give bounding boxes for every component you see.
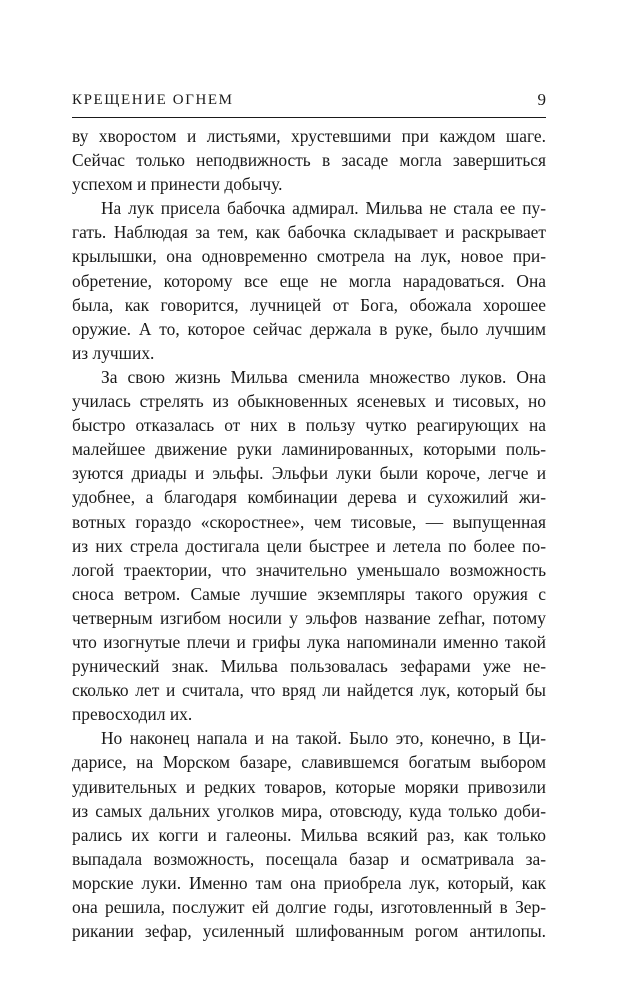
text-line: ву хворостом и листьями, хрустевшими при каждом шаге.	[72, 126, 546, 146]
text-line: вотных гораздо «скоростнее», чем тисовые, — выпущенная	[72, 511, 546, 532]
text-line: рикании зефар, усиленный шлифованным рогом антилопы.	[72, 921, 546, 942]
text-line: из них стрела достигала цели быстрее и летела по более по-	[72, 535, 546, 556]
text-line: успехом и принести добычу.	[72, 174, 283, 195]
text-line: обретение, которому все еще не могла нарадоваться. Она	[72, 270, 546, 291]
text-line: выпадала возможность, посещала базар и осматривала за-	[72, 848, 546, 869]
text-line: быстро отказалась от них в пользу чутко реагирующих на	[72, 415, 546, 436]
text-line: сноса ветром. Самые лучшие экземпляры такого оружия с	[72, 583, 546, 604]
text-line: рунический знак. Мильва пользовалась зефарами уже не-	[72, 656, 546, 677]
text-line: из самых дальних уголков мира, отовсюду, куда только доби-	[72, 800, 546, 821]
text-line: она решила, послужит ей долгие годы, изготовленный в Зер-	[72, 897, 546, 917]
text-line: из лучших.	[72, 342, 155, 363]
page-number: 9	[537, 90, 546, 109]
running-header	[72, 92, 546, 116]
text-line: рались их когги и галеоны. Мильва всякий раз, как только	[72, 824, 546, 845]
text-line: дарисе, на Морском базаре, славившемся богатым выбором	[72, 752, 546, 773]
text-line: зуются дриады и эльфы. Эльфьи луки были короче, легче и	[72, 463, 546, 484]
text-line: превосходил их.	[72, 704, 193, 725]
text-line: четверным изгибом носили у эльфов название zefhar, потому	[72, 607, 546, 628]
header-rule	[72, 117, 546, 118]
text-line: училась стрелять из обыкновенных ясеневых и тисовых, но	[72, 391, 546, 412]
text-line: малейшее движение руки ламинированных, которыми поль-	[72, 439, 546, 460]
text-line: была, как говорится, лучницей от Бога, обожала хорошее	[72, 294, 546, 315]
running-title: КРЕЩЕНИЕ ОГНЕМ	[72, 92, 234, 108]
text-line: сколько лет и считала, что вряд ли найдется лук, который бы	[72, 680, 546, 701]
text-line: удобнее, а благодаря комбинации дерева и сухожилий жи-	[72, 487, 546, 508]
text-line: Но наконец напала и на такой. Было это, конечно, в Ци-	[101, 728, 546, 749]
text-line: Сейчас только неподвижность в засаде могла завершиться	[72, 150, 546, 171]
body-text	[72, 124, 546, 943]
text-line: морские луки. Именно там она приобрела лук, который, как	[72, 872, 546, 893]
text-line: что изогнутые плечи и грифы лука напоминали именно такой	[72, 631, 546, 652]
text-line: крылышки, она одновременно смотрела на лук, новое при-	[72, 246, 546, 267]
text-line: логой траектории, что значительно уменьшало возможность	[72, 559, 546, 580]
text-line: оружие. А то, которое сейчас держала в руке, было лучшим	[72, 318, 546, 339]
text-line: На лук присела бабочка адмирал. Мильва не стала ее пу-	[101, 198, 546, 219]
text-line: За свою жизнь Мильва сменила множество луков. Она	[101, 366, 546, 387]
text-line: удивительных и редких товаров, которые моряки привозили	[72, 776, 546, 797]
text-line: гать. Наблюдая за тем, как бабочка складывает и раскрывает	[72, 222, 546, 243]
